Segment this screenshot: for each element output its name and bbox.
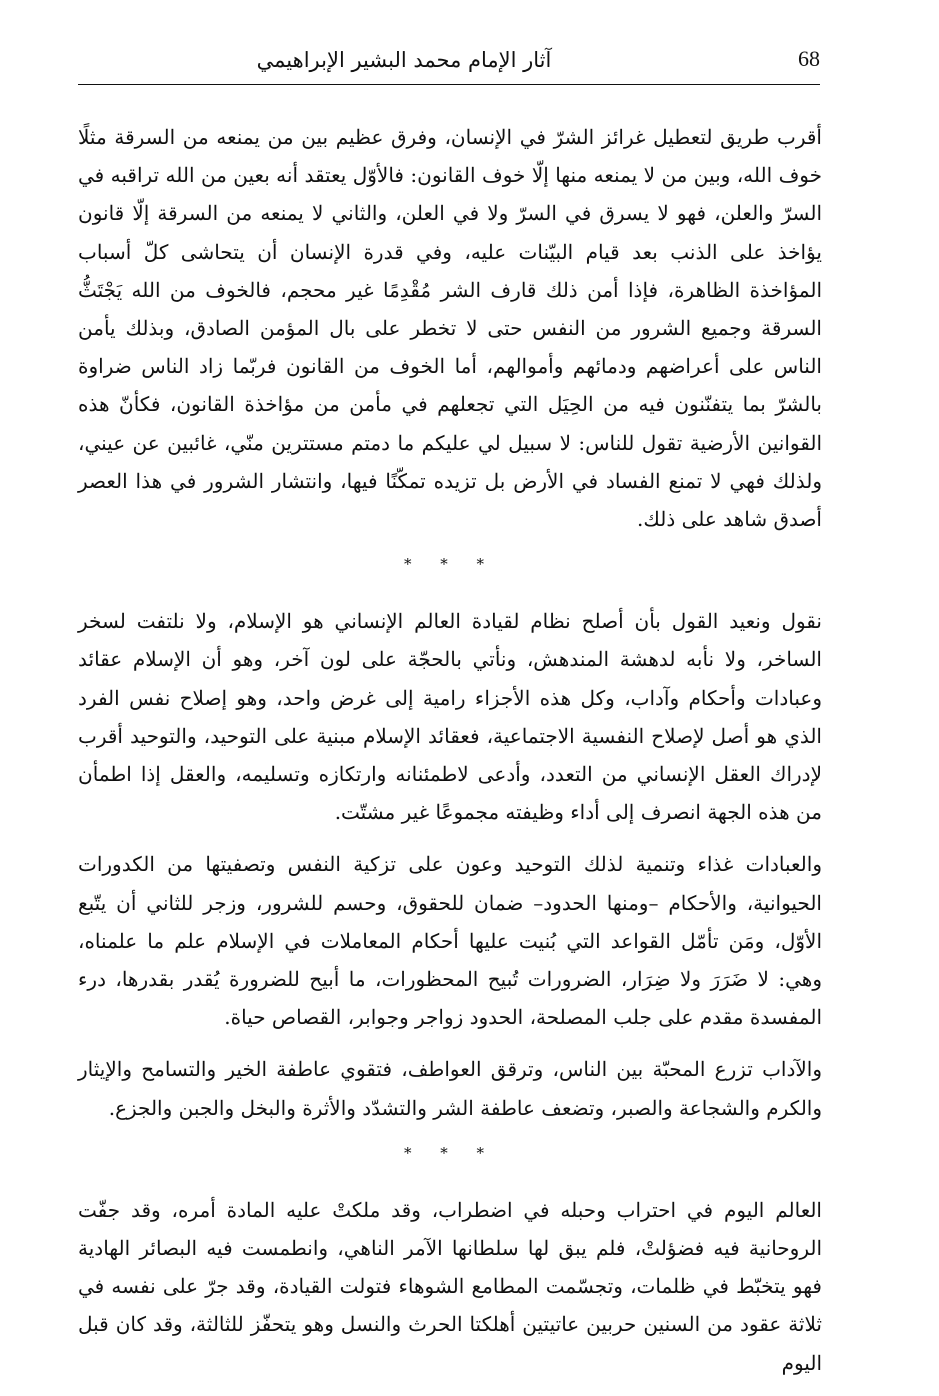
paragraph-worship-and-rulings: والعبادات غذاء وتنمية لذلك التوحيد وعون على تزكية النفس وتصفيتها من الكدورات الحيوانية، والأحكام –ومنها الحدود– ضمان للحقوق، وحسم للشرور، وزجر للثاني أن يتّبع الأوّل، ومَن تأمّل القواعد التي بُنيت عليها أحكام المعاملات في الإسلام علم ما علمناه، وهي: لا ضَرَرَ ولا ضِرَار، الضرورات تُبيح المحظورات، ما أبيح للضرورة يُقدر بقدرها، درء المفسدة مقدم على جلب المصلحة، الحدود زواجر وجوابر، القصاص حياة.: [78, 852, 822, 1030]
page-header: [78, 44, 820, 85]
paragraph-world-today: العالم اليوم في احتراب وحبله في اضطراب، وقد ملكتْ عليه المادة أمره، وقد جفّت الروحانية فيه فضؤلتْ، فلم يبق لها سلطانها الآمر الناهي، وانطمست فيه البصائر الهادية فهو يتخبّط في ظلمات، وتجسّمت المطامع الشوهاء فتولت القيادة، وقد جرّ على نفسه في ثلاثة عقود من السنين حربين عاتيتين أهلكتا الحرث والنسل وهو يتحفّز للثالثة، وقد كان قبل اليوم: [78, 1197, 822, 1375]
paragraph-islam-best-system: نقول ونعيد القول بأن أصلح نظام لقيادة العالم الإنساني هو الإسلام، ولا نلتفت لسخر الساخر، ولا نأبه لدهشة المندهش، ونأتي بالحجّة على لون آخر، وهو أن الإسلام عقائد وعبادات وأحكام وآداب، وكل هذه الأجزاء رامية إلى غرض واحد، وهو إصلاح نفس الفرد الذي هو أصل لإصلاح النفسية الاجتماعية، فعقائد الإسلام مبنية على التوحيد، والتوحيد أقرب لإدراك العقل الإنساني من التعدد، وأدعى لاطمئنانه وارتكازه وتسليمه، والعقل إذا اطمأن من هذه الجهة انصرف إلى أداء وظيفته مجموعًا غير مشتّت.: [78, 609, 822, 825]
page-number: 68: [798, 46, 820, 71]
paragraph-fear-of-god: أقرب طريق لتعطيل غرائز الشرّ في الإنسان، وفرق عظيم بين من يمنعه من السرقة مثلًا خوف الله، وبين من لا يمنعه منها إلّا خوف القانون: فالأوّل يعتقد أنه بعين من الله تراقبه في السرّ والعلن، فهو لا يسرق في السرّ ولا في العلن، والثاني لا يمنعه من السرقة إلّا قانون يؤاخذ على الذنب بعد قيام البيّنات عليه، وفي قدرة الإنسان أن يتحاشى كلّ أسباب المؤاخذة الظاهرة، فإذا أمن ذلك قارف الشر مُقْدِمًا غير محجم، فالخوف من الله يَجْتَثُّ السرقة وجميع الشرور من النفس حتى لا تخطر على بال المؤمن الصادق، وبذلك يأمن الناس على أعراضهم ودمائهم وأموالهم، أما الخوف من القانون فربّما زاد الناس ضراوة بالشرّ بما يتفنّنون فيه من الحِيَل التي تجعلهم في مأمن من مؤاخذة القانون، فكأنّ هذه القوانين الأرضية تقول للناس: لا سبيل لي عليكم ما دمتم مستترين منّي، غائبين عن عيني، ولذلك فهي لا تمنع الفساد في الأرض بل تزيده تمكّنًا فيها، وانتشار الشرور في هذا العصر أصدق شاهد على ذلك.: [78, 125, 822, 532]
paragraph-manners: والآداب تزرع المحبّة بين الناس، وترقق العواطف، فتقوي عاطفة الخير والتسامح والإيثار والكرم والشجاعة والصبر، وتضعف عاطفة الشر والتشدّد والأثرة والبخل والجبن والجزع.: [78, 1057, 822, 1120]
page-body: [78, 118, 822, 1396]
section-separator: * * *: [403, 555, 497, 574]
section-separator: * * *: [403, 1143, 497, 1162]
running-title: آثار الإمام محمد البشير الإبراهيمي: [256, 48, 552, 72]
